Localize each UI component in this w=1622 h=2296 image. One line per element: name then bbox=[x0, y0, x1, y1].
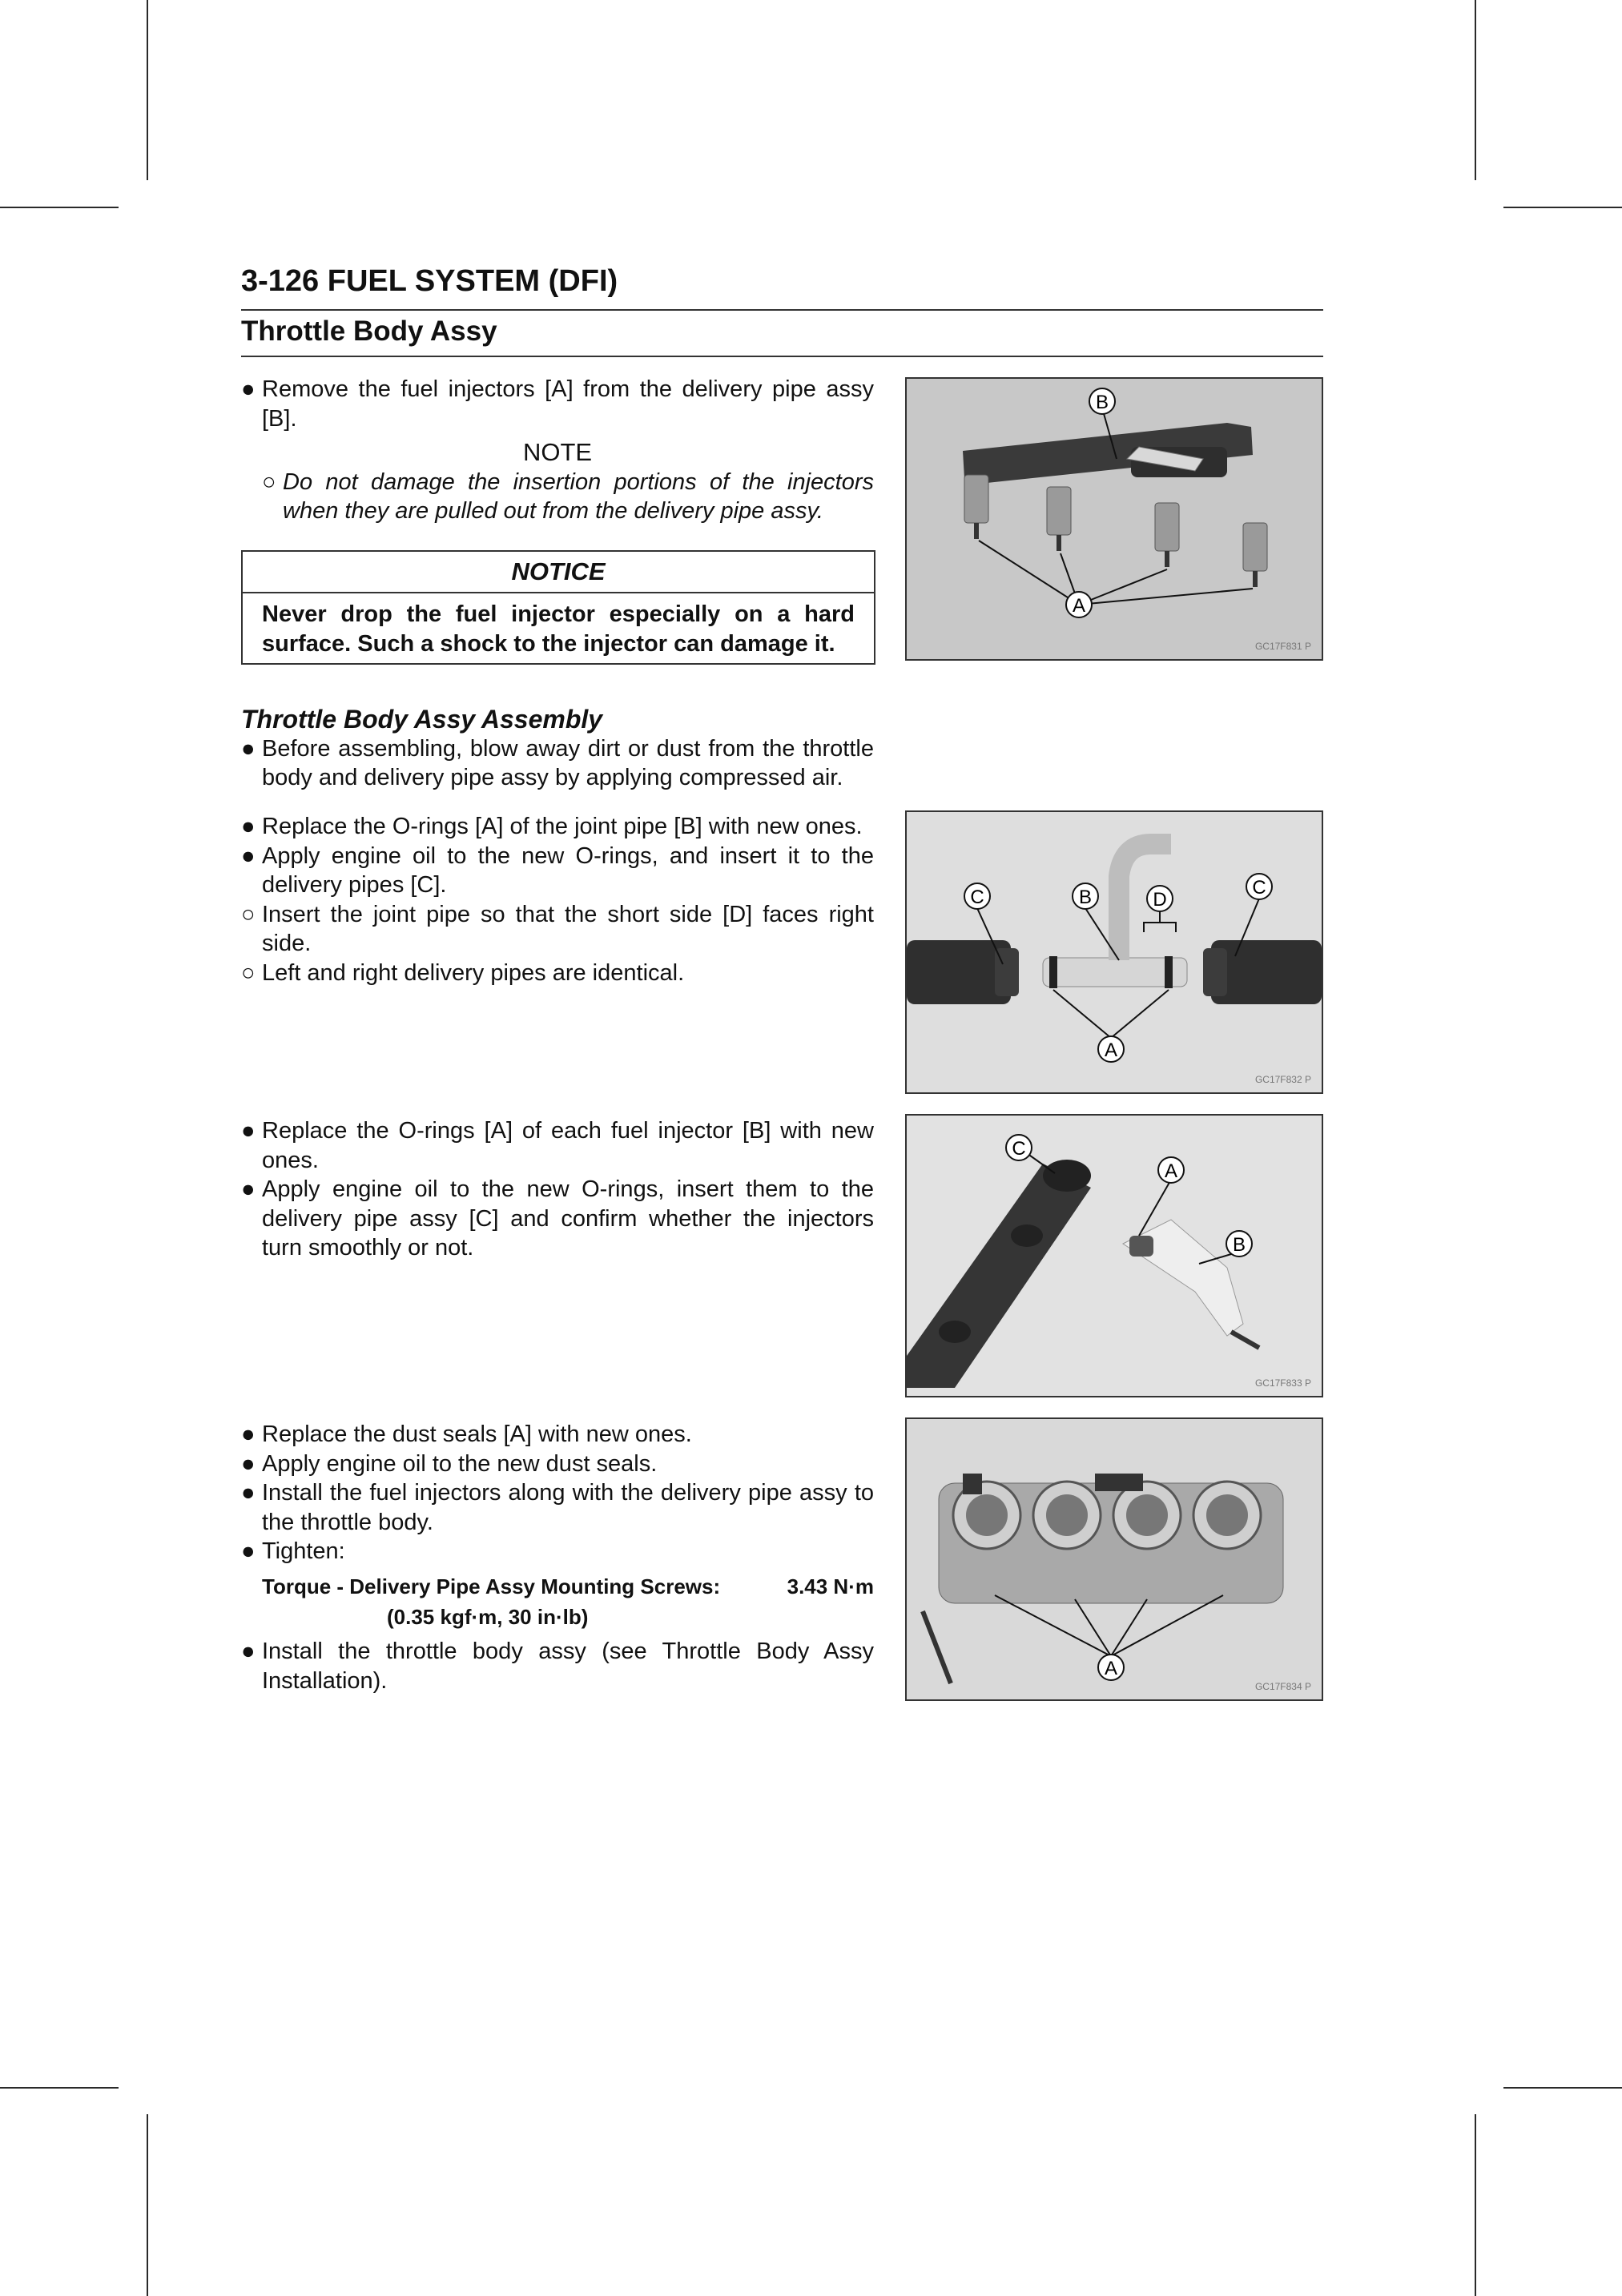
notice-box bbox=[241, 550, 875, 665]
notice-title: NOTICE bbox=[243, 552, 874, 593]
figure-joint-pipe bbox=[905, 810, 1323, 1094]
figure-code: GC17F832 P bbox=[1254, 1074, 1311, 1085]
list-item: ● Replace the O-rings [A] of each fuel injector [B] with new ones. bbox=[241, 1118, 874, 1173]
injector-oring-block bbox=[241, 1116, 874, 1263]
header-rule bbox=[241, 309, 1323, 311]
notice-text: Never drop the fuel injector especially on a hard surface. Such a shock to the injector can damage it. bbox=[262, 601, 855, 657]
sub-bullet-mark: ○ bbox=[241, 959, 256, 986]
list-item: ● Replace the dust seals [A] with new ones. bbox=[241, 1420, 874, 1450]
install-final-block bbox=[241, 1637, 874, 1695]
bullet-mark: ● bbox=[241, 1538, 256, 1564]
torque-value: 3.43 N·m bbox=[787, 1574, 874, 1598]
list-item: ● Tighten: bbox=[241, 1537, 874, 1566]
callout-label: C bbox=[1252, 877, 1266, 899]
joint-pipe-block bbox=[241, 812, 874, 987]
bullet-mark: ● bbox=[241, 376, 256, 402]
callout-label: B bbox=[1078, 887, 1093, 908]
crop-mark bbox=[1503, 207, 1622, 208]
list-item: ● Apply engine oil to the new O-rings, insert them to the delivery pipe assy [C] and confirm whether the injectors turn smoothly or not. bbox=[241, 1176, 874, 1261]
list-item: ● Install the throttle body assy (see Throttle Body Assy Installation). bbox=[241, 1639, 874, 1694]
callout-label: A bbox=[1104, 1658, 1118, 1679]
remove-injectors-block bbox=[241, 375, 874, 526]
install-block bbox=[241, 1420, 874, 1566]
crop-mark bbox=[147, 0, 148, 180]
sub-bullet-mark: ○ bbox=[241, 901, 256, 927]
assembly-intro bbox=[241, 705, 874, 793]
list-item: ○ Insert the joint pipe so that the short side [D] faces right side. bbox=[241, 901, 874, 956]
bullet-mark: ● bbox=[241, 1639, 256, 1664]
bullet-mark: ● bbox=[241, 1421, 256, 1447]
crop-mark bbox=[1475, 2114, 1476, 2296]
list-item: ● Before assembling, blow away dirt or dust from the throttle body and delivery pipe assy by applying compressed air. bbox=[241, 735, 874, 790]
note-text: ○ Do not damage the insertion portions of the injectors when they are pulled out from the delivery pipe assy. bbox=[262, 468, 874, 524]
bullet-mark: ● bbox=[241, 1450, 256, 1477]
torque-alt-units: (0.35 kgf·m, 30 in·lb) bbox=[387, 1605, 589, 1629]
callout-label: A bbox=[1164, 1160, 1178, 1182]
bullet-text: Remove the fuel injectors [A] from the delivery pipe assy [B]. bbox=[262, 376, 874, 432]
crop-mark bbox=[1475, 0, 1476, 180]
bullet-mark: ● bbox=[241, 1480, 256, 1506]
bullet-mark: ● bbox=[241, 814, 256, 839]
crop-mark bbox=[0, 2087, 119, 2089]
assembly-heading: Throttle Body Assy Assembly bbox=[241, 705, 603, 734]
callout-label: C bbox=[970, 887, 984, 908]
torque-spec bbox=[262, 1571, 874, 1632]
list-item: ○ Left and right delivery pipes are identical. bbox=[241, 959, 874, 988]
figure-code: GC17F834 P bbox=[1254, 1681, 1311, 1692]
section-title: Throttle Body Assy bbox=[241, 316, 497, 347]
bullet-mark: ● bbox=[241, 1118, 256, 1144]
list-item: ● Apply engine oil to the new O-rings, and insert it to the delivery pipes [C]. bbox=[241, 842, 874, 898]
list-item bbox=[241, 375, 874, 433]
callout-label: B bbox=[1232, 1234, 1246, 1256]
callout-label: C bbox=[1012, 1138, 1026, 1160]
chapter-title: 3-126 FUEL SYSTEM (DFI) bbox=[241, 264, 618, 298]
figure-injectors-delivery-pipe bbox=[905, 377, 1323, 661]
bullet-mark: ● bbox=[241, 735, 256, 762]
figure-throttle-body bbox=[905, 1417, 1323, 1701]
callout-label: B bbox=[1095, 392, 1109, 413]
list-item: ● Replace the O-rings [A] of the joint pipe [B] with new ones. bbox=[241, 812, 874, 842]
list-item: ● Apply engine oil to the new dust seals. bbox=[241, 1450, 874, 1479]
torque-label: Torque - Delivery Pipe Assy Mounting Screws: bbox=[262, 1574, 721, 1598]
sub-bullet-mark: ○ bbox=[262, 468, 276, 495]
list-item: ● Install the fuel injectors along with the delivery pipe assy to the throttle body. bbox=[241, 1480, 874, 1535]
crop-mark bbox=[1503, 2087, 1622, 2089]
figure-injector-orings bbox=[905, 1114, 1323, 1397]
crop-mark bbox=[147, 2114, 148, 2296]
section-rule bbox=[241, 356, 1323, 357]
callout-label: D bbox=[1153, 889, 1167, 911]
bullet-mark: ● bbox=[241, 842, 256, 869]
crop-mark bbox=[0, 207, 119, 208]
note-title: NOTE bbox=[522, 438, 593, 466]
figure-code: GC17F833 P bbox=[1254, 1377, 1311, 1389]
bullet-mark: ● bbox=[241, 1176, 256, 1202]
callout-label: A bbox=[1072, 595, 1086, 617]
callout-label: A bbox=[1104, 1039, 1118, 1061]
figure-code: GC17F831 P bbox=[1254, 641, 1311, 652]
